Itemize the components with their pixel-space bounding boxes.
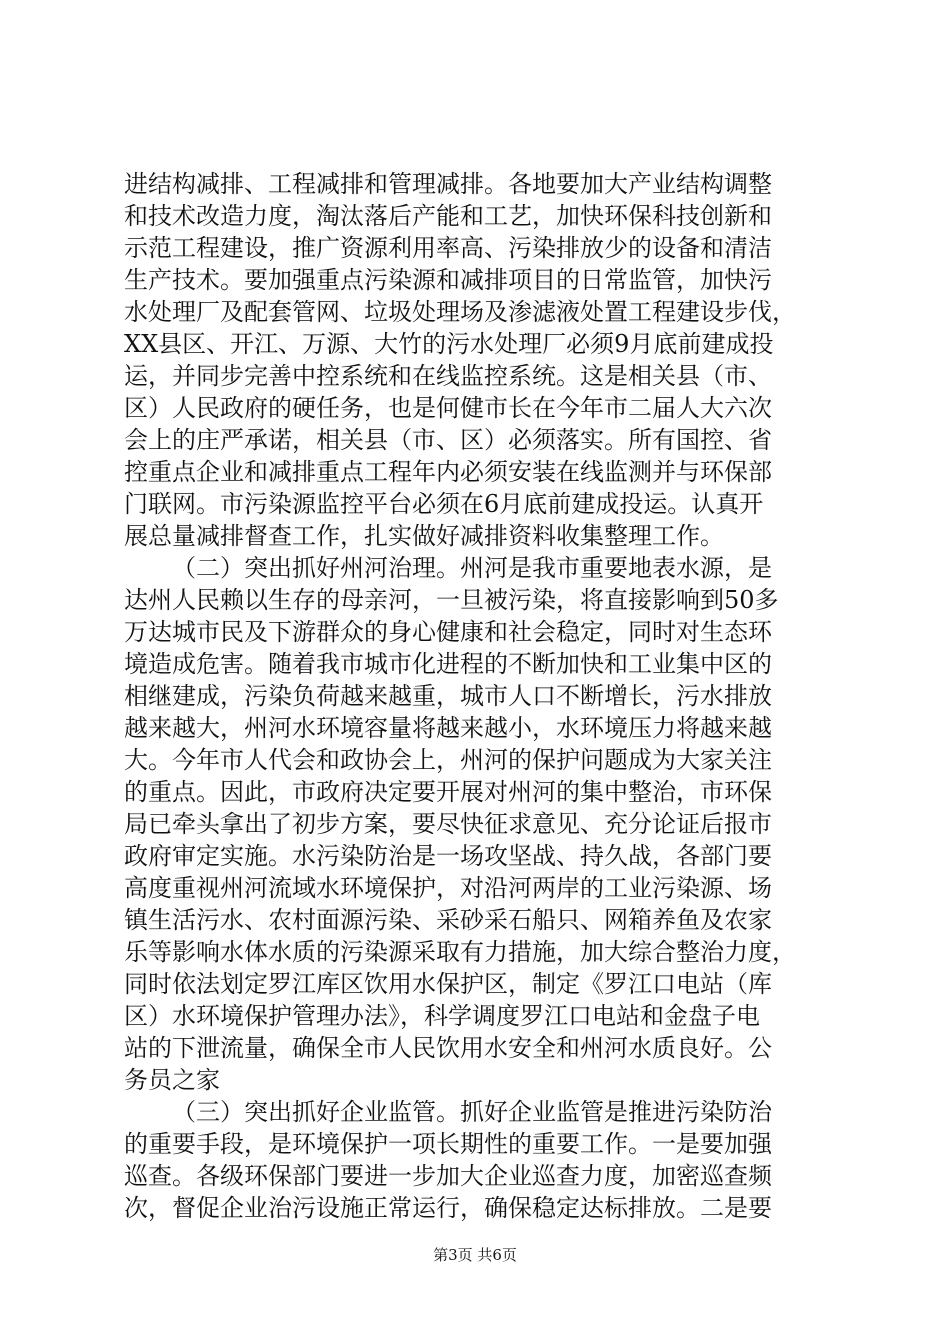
text-line: 局已牵头拿出了初步方案，要尽快征求意见、充分论证后报市 xyxy=(124,810,772,838)
text-line: 区）水环境保护管理办法》，科学调度罗江口电站和金盘子电 xyxy=(124,1002,760,1030)
text-line: （三）突出抓好企业监管。抓好企业监管是推进污染防治 xyxy=(172,1098,772,1126)
text-line: 控重点企业和减排重点工程年内必须安装在线监测并与环保部 xyxy=(124,458,772,486)
text-line: XX县区、开江、万源、大竹的污水处理厂必须9月底前建成投 xyxy=(124,330,774,358)
text-line: 达州人民赖以生存的母亲河，一旦被污染，将直接影响到50多 xyxy=(124,586,779,614)
text-line: 会上的庄严承诺，相关县（市、区）必须落实。所有国控、省 xyxy=(124,426,772,454)
text-line: 大。今年市人代会和政协会上，州河的保护问题成为大家关注 xyxy=(124,746,772,774)
text-line: 高度重视州河流域水环境保护，对沿河两岸的工业污染源、场 xyxy=(124,874,772,902)
body-text xyxy=(124,168,834,1224)
text-line: 万达城市民及下游群众的身心健康和社会稳定，同时对生态环 xyxy=(124,618,772,646)
text-line: 的重要手段，是环境保护一项长期性的重要工作。一是要加强 xyxy=(124,1130,772,1158)
text-line: （二）突出抓好州河治理。州河是我市重要地表水源，是 xyxy=(172,554,772,582)
page-footer: 第3页 共6页 xyxy=(433,1246,517,1264)
text-line: 镇生活污水、农村面源污染、采砂采石船只、网箱养鱼及农家 xyxy=(124,906,772,934)
text-line: 站的下泄流量，确保全市人民饮用水安全和州河水质良好。公 xyxy=(124,1034,772,1062)
text-line: 同时依法划定罗江库区饮用水保护区，制定《罗江口电站（库 xyxy=(124,970,772,998)
text-line: 境造成危害。随着我市城市化进程的不断加快和工业集中区的 xyxy=(124,650,772,678)
text-line: 政府审定实施。水污染防治是一场攻坚战、持久战，各部门要 xyxy=(124,842,772,870)
text-line: 生产技术。要加强重点污染源和减排项目的日常监管，加快污 xyxy=(124,266,772,294)
text-line: 进结构减排、工程减排和管理减排。各地要加大产业结构调整 xyxy=(124,170,772,198)
text-line: 展总量减排督查工作，扎实做好减排资料收集整理工作。 xyxy=(124,522,724,550)
text-line: 乐等影响水体水质的污染源采取有力措施，加大综合整治力度， xyxy=(124,938,796,966)
text-line: 越来越大，州河水环境容量将越来越小，水环境压力将越来越 xyxy=(124,714,772,742)
text-line: 示范工程建设，推广资源利用率高、污染排放少的设备和清洁 xyxy=(124,234,772,262)
text-line: 水处理厂及配套管网、垃圾处理场及渗滤液处置工程建设步伐， xyxy=(124,298,796,326)
text-line: 门联网。市污染源监控平台必须在6月底前建成投运。认真开 xyxy=(124,490,764,518)
text-line: 相继建成，污染负荷越来越重，城市人口不断增长，污水排放 xyxy=(124,682,772,710)
text-line: 和技术改造力度，淘汰落后产能和工艺，加快环保科技创新和 xyxy=(124,202,772,230)
text-line: 的重点。因此，市政府决定要开展对州河的集中整治，市环保 xyxy=(124,778,772,806)
text-line: 次，督促企业治污设施正常运行，确保稳定达标排放。二是要 xyxy=(124,1194,772,1222)
text-line: 运，并同步完善中控系统和在线监控系统。这是相关县（市、 xyxy=(124,362,772,390)
text-line: 区）人民政府的硬任务，也是何健市长在今年市二届人大六次 xyxy=(124,394,772,422)
text-line: 务员之家 xyxy=(124,1066,220,1094)
text-line: 巡查。各级环保部门要进一步加大企业巡查力度，加密巡查频 xyxy=(124,1162,772,1190)
